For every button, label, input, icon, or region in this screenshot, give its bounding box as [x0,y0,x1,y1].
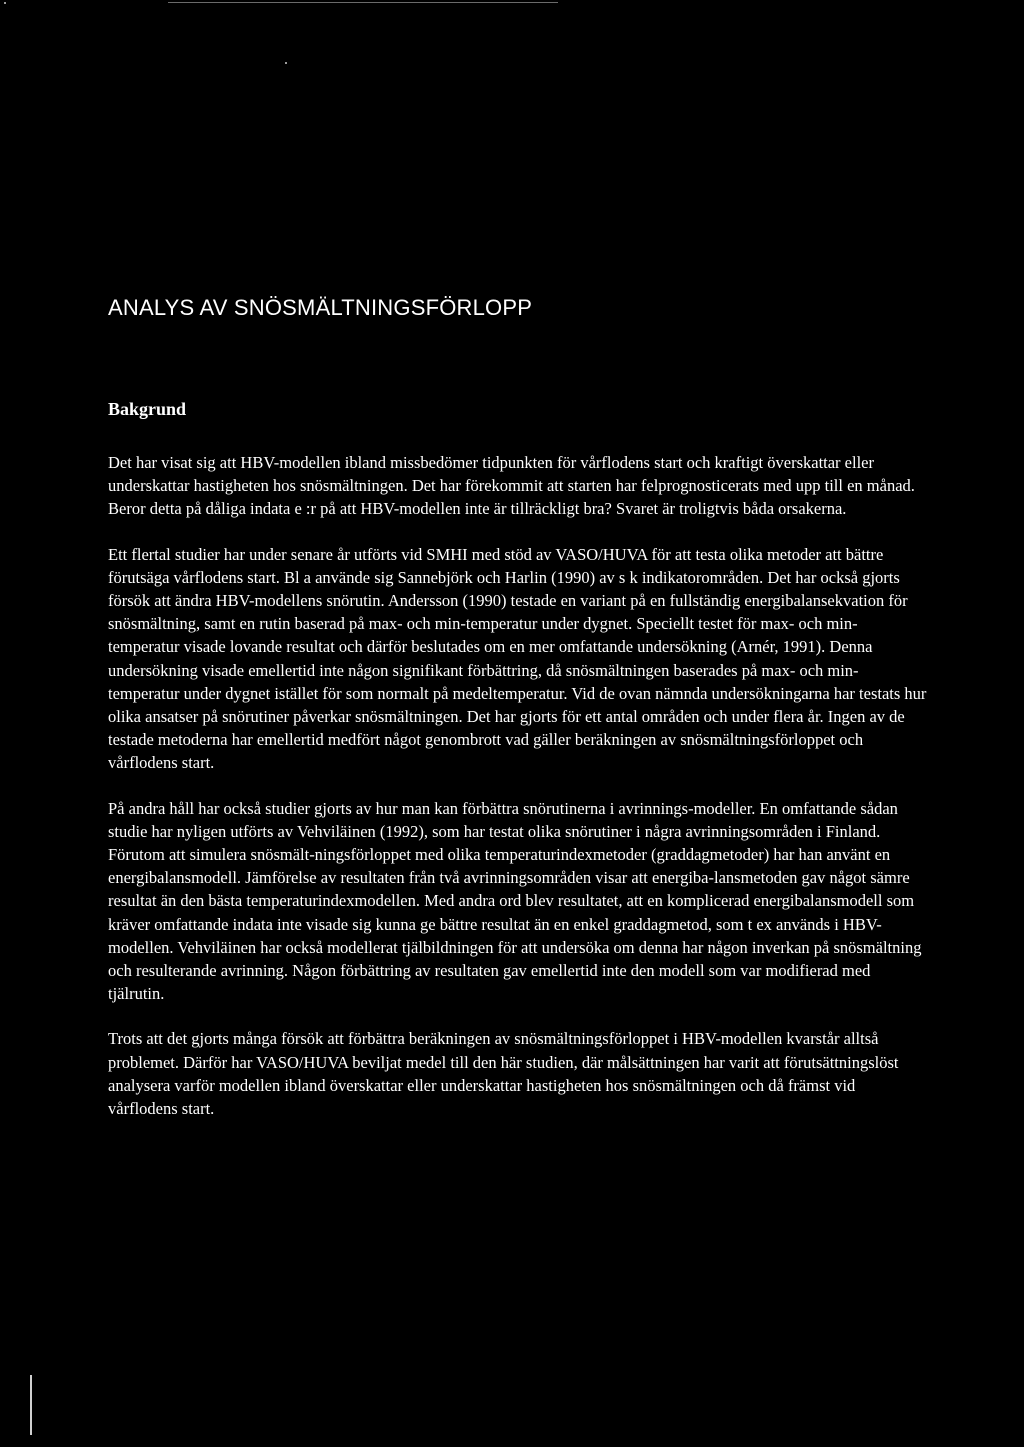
section-heading: Bakgrund [108,399,187,419]
scan-artifact-top-line [168,2,558,3]
paragraph: Trots att det gjorts många försök att förbättra beräkningen av snösmältningsförloppet i HBV-modellen kvarstår alltså problemet. Därför har VASO/HUVA beviljat medel till den här studien, där målsättningen har varit att förutsättningslöst analysera varför modellen ibland överskattar eller underskattar hastigheten hos snösmältningen och då främst vid vårflodens start. [108,1029,899,1119]
paragraph: Ett flertal studier har under senare år utförts vid SMHI med stöd av VASO/HUVA för att testa olika metoder att bättre förutsäga vårflodens start. Bl a använde sig Sannebjörk och Harlin (1990) av s k indikatorområden. Det har också gjorts försök att ändra HBV-modellens snörutin. Andersson (1990) testade en variant på en fullständig energibalansekvation för snösmältning, samt en rutin baserad på max- och min-temperatur under dygnet. Speciellt testet för max- och min-temperatur visade lovande resultat och därför beslutades om en mer omfattande undersökning (Arnér, 1991). Denna undersökning visade emellertid inte någon signifikant förbättring, då snösmältningen baserades på max- och min-temperatur under dygnet istället för som normalt på medeltemperatur. Vid de ovan nämnda undersökningarna har testats hur olika ansatser på snörutiner påverkar snösmältningen. Det har gjorts för ett antal områden och under flera år. Ingen av de testade metoderna har emellertid medfört något genombrott vad gäller beräkningen av snösmältningsförloppet och vårflodens start. [108,544,927,773]
paragraph: Det har visat sig att HBV-modellen ibland missbedömer tidpunkten för vårflodens start och kraftigt överskattar eller underskattar hastigheten hos snösmältningen. Det har förekommit att starten har felprognosticerats med upp till en månad. Beror detta på dåliga indata e :r på att HBV-modellen inte är tillräckligt bra? Svaret är troligtvis båda orsakerna. [108,453,915,519]
scan-artifact-left-line [30,1375,32,1435]
paragraph: På andra håll har också studier gjorts av hur man kan förbättra snörutinerna i avrinnings-modeller. En omfattande sådan studie har nyligen utförts av Vehviläinen (1992), som har testat olika snörutiner i några avrinningsområden i Finland. Förutom att simulera snösmält-ningsförloppet med olika temperaturindexmetoder (graddagmetoder) har han använt en energibalansmodell. Jämförelse av resultaten från två avrinningsområden visar att energiba-lansmetoden gav något sämre resultat än den bästa temperaturindexmodellen. Med andra ord blev resultatet, att en komplicerad energibalansmodell som kräver omfattande indata inte visade sig kunna ge bättre resultat än en enkel graddagmetod, som t ex används i HBV-modellen. Vehviläinen har också modellerat tjälbildningen för att undersöka om denna har någon inverkan på snösmältning och resulterande avrinning. Någon förbättring av resultaten gav emellertid inte den modell som var modifierad med tjälrutin. [108,798,922,1004]
document-page [108,288,928,1120]
document-title: ANALYS AV SNÖSMÄLTNINGSFÖRLOPP [108,295,533,320]
scan-artifact-dot [285,62,287,64]
scan-artifact-dot [4,2,6,4]
